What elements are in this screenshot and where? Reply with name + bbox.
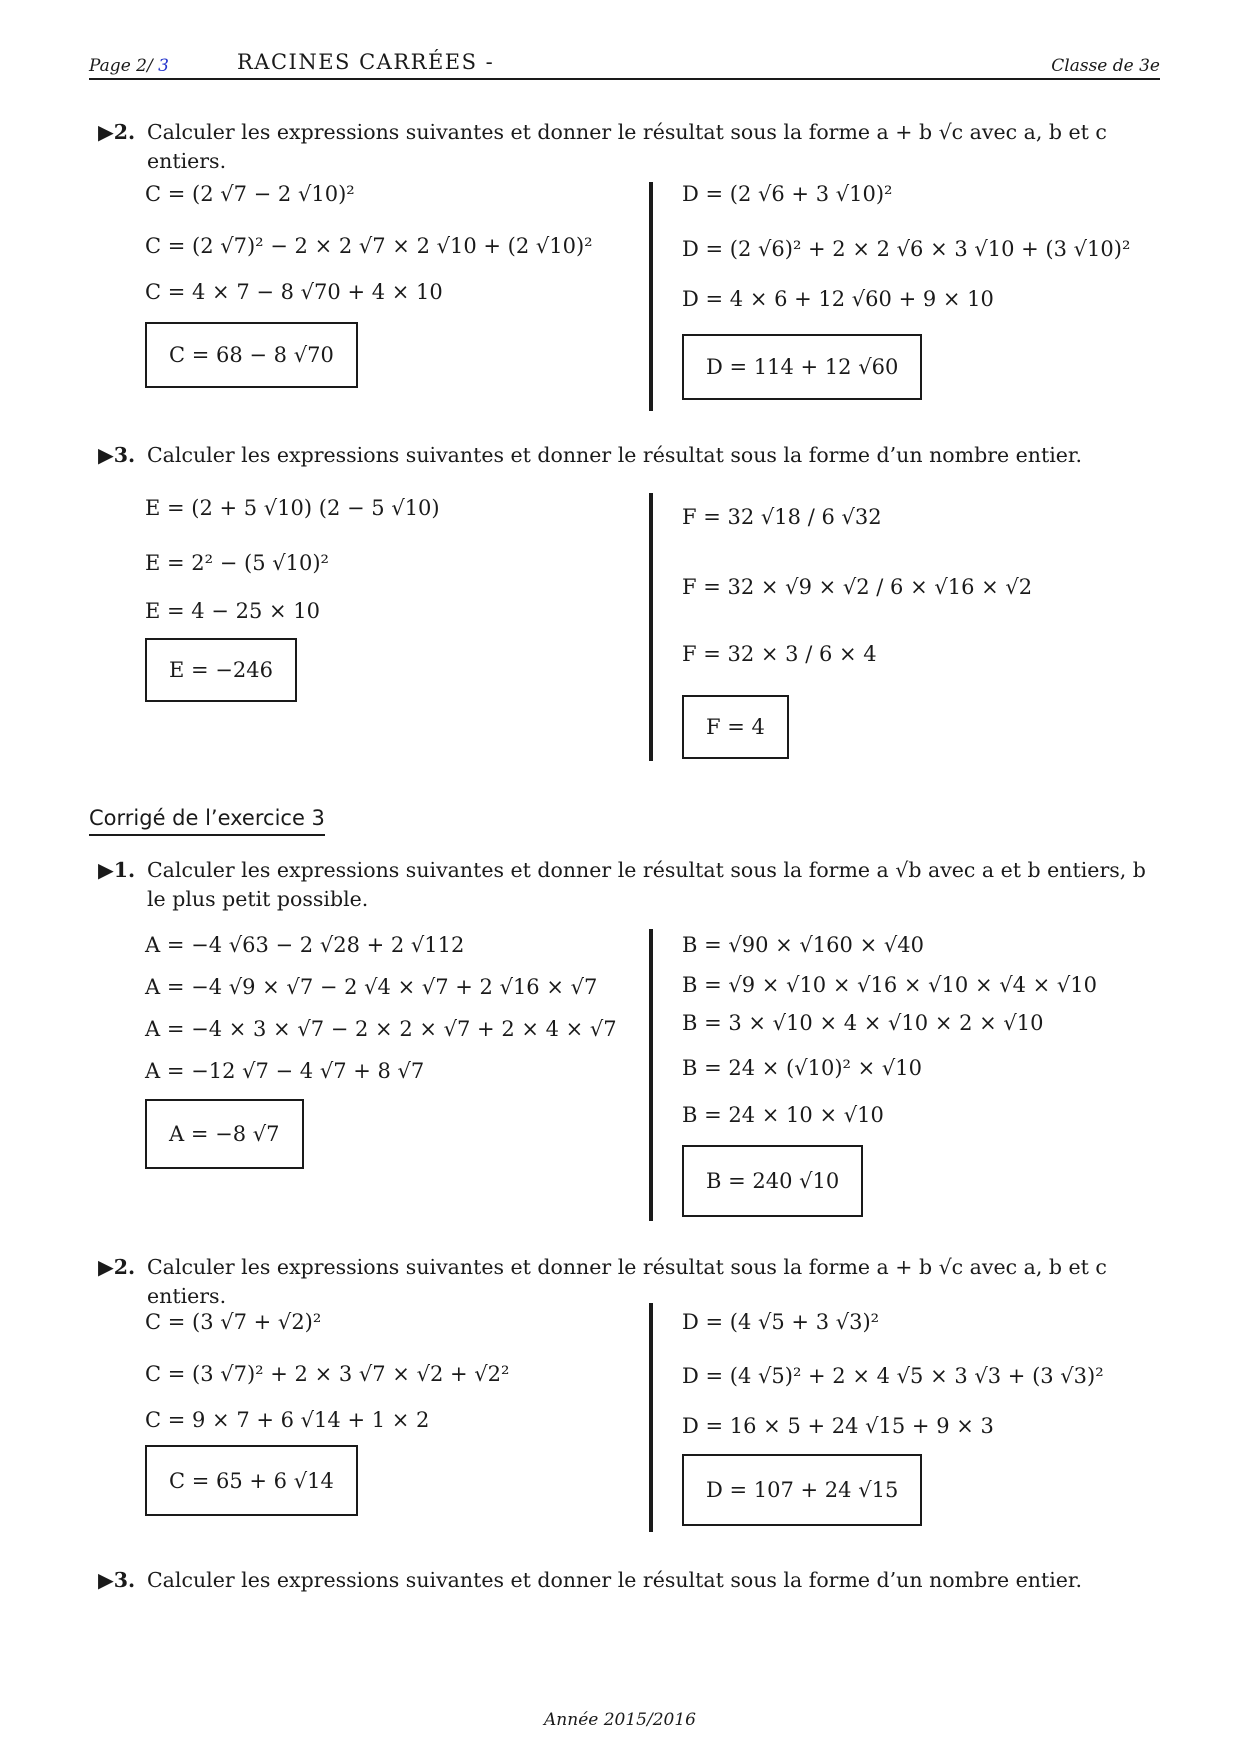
- math-line: B = √90 × √160 × √40: [682, 933, 924, 957]
- q1-right-column: [682, 933, 1162, 1223]
- math-line: C = (3 √7 + √2)²: [145, 1310, 322, 1334]
- q2-bottom-left-column: [145, 1310, 635, 1520]
- math-line: C = (2 √7 − 2 √10)²: [145, 182, 355, 206]
- column-divider: [649, 493, 653, 761]
- q1-left-column: [145, 933, 635, 1173]
- page-total-link[interactable]: 3: [158, 56, 169, 76]
- q2-top-right-column: [682, 182, 1162, 412]
- page-footer: Année 2015/2016: [544, 1710, 696, 1730]
- question-marker: ▶2.: [98, 1255, 136, 1279]
- result-box: A = −8 √7: [145, 1099, 304, 1169]
- question-marker: ▶2.: [98, 120, 136, 144]
- page-number: [89, 56, 169, 76]
- math-line: B = √9 × √10 × √16 × √10 × √4 × √10: [682, 973, 1098, 997]
- question-3-top: [98, 441, 1162, 470]
- result-box: C = 68 − 8 √70: [145, 322, 358, 388]
- math-line: A = −12 √7 − 4 √7 + 8 √7: [145, 1059, 425, 1083]
- math-line: B = 3 × √10 × 4 × √10 × 2 × √10: [682, 1011, 1044, 1035]
- result-box: D = 107 + 24 √15: [682, 1454, 922, 1526]
- question-1: [98, 856, 1162, 914]
- math-line: E = (2 + 5 √10) (2 − 5 √10): [145, 496, 440, 520]
- result-box: C = 65 + 6 √14: [145, 1445, 358, 1516]
- question-text: Calculer les expressions suivantes et donner le résultat sous la forme a + b √c avec a, b et c entiers.: [147, 120, 1107, 173]
- question-2-top: [98, 118, 1162, 176]
- question-text: Calculer les expressions suivantes et donner le résultat sous la forme a + b √c avec a, b et c entiers.: [147, 1255, 1107, 1308]
- q2-top-left-column: [145, 182, 635, 412]
- math-line: D = (2 √6 + 3 √10)²: [682, 182, 893, 206]
- question-3-bottom: [98, 1566, 1162, 1595]
- result-box: E = −246: [145, 638, 297, 702]
- question-text: Calculer les expressions suivantes et donner le résultat sous la forme a √b avec a et b entiers, b le plus petit possible.: [147, 858, 1146, 911]
- math-line: F = 32 √18 / 6 √32: [682, 505, 882, 529]
- q3-top-right-column: [682, 505, 1162, 765]
- result-box: F = 4: [682, 695, 789, 759]
- math-line: B = 24 × 10 × √10: [682, 1103, 884, 1127]
- math-line: A = −4 √9 × √7 − 2 √4 × √7 + 2 √16 × √7: [145, 975, 598, 999]
- math-line: E = 4 − 25 × 10: [145, 599, 320, 623]
- math-line: A = −4 √63 − 2 √28 + 2 √112: [145, 933, 465, 957]
- math-line: D = (4 √5)² + 2 × 4 √5 × 3 √3 + (3 √3)²: [682, 1364, 1104, 1388]
- math-line: D = 16 × 5 + 24 √15 + 9 × 3: [682, 1414, 994, 1438]
- q2-bottom-right-column: [682, 1310, 1162, 1530]
- math-line: A = −4 × 3 × √7 − 2 × 2 × √7 + 2 × 4 × √7: [145, 1017, 617, 1041]
- column-divider: [649, 1303, 653, 1532]
- math-line: E = 2² − (5 √10)²: [145, 551, 329, 575]
- column-divider: [649, 929, 653, 1221]
- page-header: [89, 48, 1160, 78]
- q3-top-left-column: [145, 496, 635, 706]
- math-line: D = 4 × 6 + 12 √60 + 9 × 10: [682, 287, 994, 311]
- question-2-bottom: [98, 1253, 1162, 1311]
- result-box: B = 240 √10: [682, 1145, 863, 1217]
- math-line: D = (2 √6)² + 2 × 2 √6 × 3 √10 + (3 √10)²: [682, 237, 1131, 261]
- question-marker: ▶1.: [98, 858, 136, 882]
- math-line: C = (3 √7)² + 2 × 3 √7 × √2 + √2²: [145, 1362, 510, 1386]
- section-title: Corrigé de l’exercice 3: [89, 806, 325, 836]
- math-line: C = 9 × 7 + 6 √14 + 1 × 2: [145, 1408, 430, 1432]
- class-label: Classe de 3e: [1051, 56, 1160, 76]
- document-title: RACINES CARRÉES -: [237, 50, 495, 74]
- header-rule: [89, 78, 1160, 80]
- question-text: Calculer les expressions suivantes et donner le résultat sous la forme d’un nombre entier.: [147, 1568, 1082, 1592]
- question-text: Calculer les expressions suivantes et donner le résultat sous la forme d’un nombre entier.: [147, 443, 1082, 467]
- math-line: D = (4 √5 + 3 √3)²: [682, 1310, 880, 1334]
- math-line: B = 24 × (√10)² × √10: [682, 1056, 923, 1080]
- math-line: C = (2 √7)² − 2 × 2 √7 × 2 √10 + (2 √10)²: [145, 234, 593, 258]
- page-number-prefix: Page 2/: [89, 56, 159, 76]
- math-line: F = 32 × 3 / 6 × 4: [682, 642, 877, 666]
- question-marker: ▶3.: [98, 443, 136, 467]
- math-line: F = 32 × √9 × √2 / 6 × √16 × √2: [682, 575, 1033, 599]
- column-divider: [649, 182, 653, 411]
- result-box: D = 114 + 12 √60: [682, 334, 922, 400]
- math-line: C = 4 × 7 − 8 √70 + 4 × 10: [145, 280, 443, 304]
- question-marker: ▶3.: [98, 1568, 136, 1592]
